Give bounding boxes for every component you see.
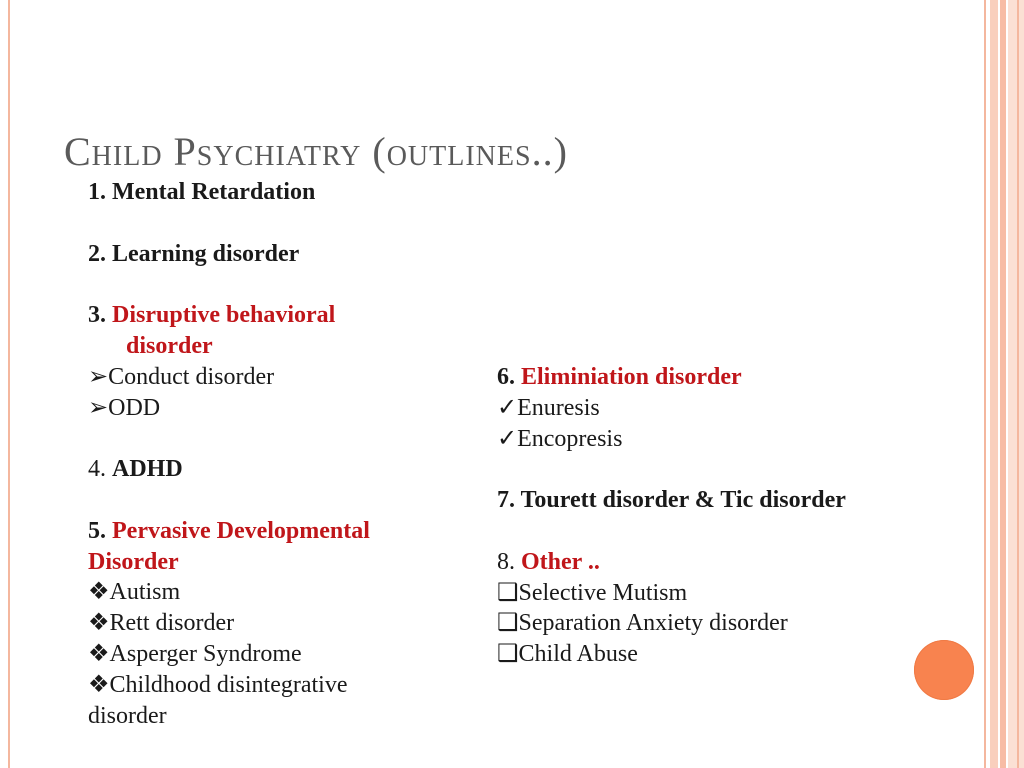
- diamond-bullet-icon: ❖: [88, 671, 110, 698]
- arrow-bullet-icon: ➢: [88, 363, 109, 390]
- sub-item-label: Conduct disorder: [108, 363, 275, 390]
- diamond-bullet-icon: ❖: [88, 579, 110, 606]
- sub-item-conduct-disorder: [88, 362, 468, 393]
- item-label: Disruptive behavioral: [112, 302, 336, 329]
- right-column: [497, 362, 967, 670]
- check-bullet-icon: ✓: [497, 425, 518, 452]
- item-number: 2.: [88, 240, 106, 267]
- item-number: 6.: [497, 364, 515, 390]
- list-item-disruptive-behavioral-disorder: [88, 300, 468, 331]
- sub-item-label: Childhood disintegrative: [109, 671, 348, 698]
- sub-item-rett-disorder: [88, 608, 468, 639]
- sub-item-enuresis: [497, 393, 967, 424]
- square-bullet-icon: ❑: [497, 610, 519, 637]
- frame-right-line: [1017, 0, 1019, 768]
- sub-item-autism: [88, 577, 468, 608]
- frame-right-band: [990, 0, 998, 768]
- square-bullet-icon: ❑: [497, 641, 519, 668]
- frame-left-line: [8, 0, 10, 768]
- diamond-bullet-icon: ❖: [88, 640, 110, 667]
- diamond-bullet-icon: ❖: [88, 610, 110, 637]
- slide-title: Child Psychiatry (outlines..): [64, 129, 568, 174]
- sub-item-label: Encopresis: [517, 425, 623, 452]
- item-label: Learning disorder: [112, 240, 300, 267]
- frame-right-band: [1000, 0, 1006, 768]
- sub-item-selective-mutism: [497, 578, 967, 609]
- list-item-tourett-disorder: 7. Tourett disorder & Tic disorder: [497, 487, 846, 514]
- sub-item-label: Child Abuse: [518, 641, 638, 668]
- item-number: 1.: [88, 179, 106, 205]
- item-number: 3.: [88, 302, 106, 329]
- item-label: ADHD: [112, 456, 183, 483]
- check-bullet-icon: ✓: [497, 394, 518, 421]
- item-label: Other ..: [521, 548, 600, 575]
- sub-item-continuation: disorder: [88, 702, 167, 729]
- item-label: Pervasive Developmental: [112, 517, 370, 544]
- left-column: [88, 177, 468, 731]
- list-item-learning-disorder: [88, 239, 468, 270]
- list-item-other: [497, 547, 967, 578]
- sub-item-label: Autism: [109, 579, 181, 606]
- item-number: 5.: [88, 517, 106, 544]
- sub-item-label: Separation Anxiety disorder: [518, 610, 788, 637]
- sub-item-child-abuse: [497, 639, 967, 670]
- list-item-pervasive-developmental-disorder: [88, 516, 468, 547]
- sub-item-asperger-syndrome: [88, 639, 468, 670]
- sub-item-label: Selective Mutism: [518, 579, 688, 606]
- item-label: Eliminiation disorder: [521, 364, 742, 390]
- sub-item-odd: [88, 393, 468, 424]
- sub-item-separation-anxiety: [497, 608, 967, 639]
- item-number: 4.: [88, 456, 106, 483]
- frame-right-band: [1008, 0, 1024, 768]
- item-label-continuation: disorder: [126, 332, 213, 359]
- sub-item-childhood-disintegrative: [88, 670, 468, 701]
- item-number: 8.: [497, 548, 515, 575]
- list-item-mental-retardation: [88, 177, 468, 208]
- list-item-elimination-disorder: [497, 362, 967, 393]
- sub-item-label: Enuresis: [517, 394, 600, 421]
- sub-item-label: ODD: [108, 394, 161, 421]
- sub-item-encopresis: [497, 424, 967, 455]
- item-label-continuation: Disorder: [88, 548, 179, 575]
- list-item-adhd: [88, 454, 468, 485]
- square-bullet-icon: ❑: [497, 579, 519, 606]
- sub-item-label: Asperger Syndrome: [109, 640, 302, 667]
- frame-right-line: [984, 0, 986, 768]
- item-label: Mental Retardation: [112, 179, 316, 205]
- sub-item-label: Rett disorder: [109, 610, 235, 637]
- arrow-bullet-icon: ➢: [88, 394, 109, 421]
